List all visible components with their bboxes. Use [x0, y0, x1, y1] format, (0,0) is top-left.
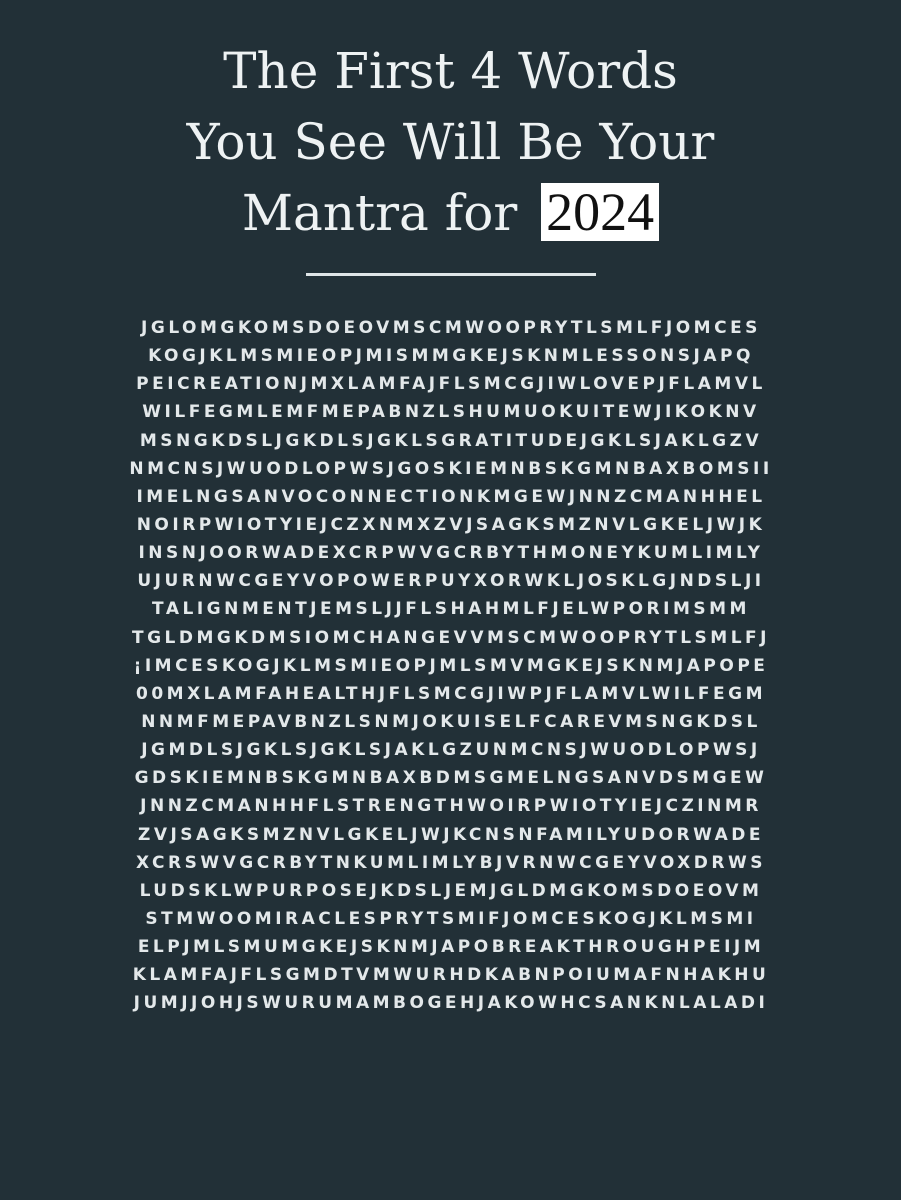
letter-row-15: NNMFMEPAVBNZLSNMJOKUISELFCAREVMSNGKDSL — [141, 711, 761, 732]
title-divider — [306, 273, 596, 276]
letter-row-13: ¡IMCESKOGJKLMSMIEOPJMLSMVMGKEJSKNMJAPOPE — [133, 655, 769, 676]
letter-row-20: XCRSWVGCRBYTNKUMLIMLYBJVRNWCGEYVOXDRWS — [136, 852, 766, 873]
letter-row-2: KOGJKLMSMIEOPJMISMMGKEJSKNMLESSONSJAPQ — [148, 346, 754, 367]
poster-title — [0, 36, 901, 249]
title-line-3 — [0, 178, 901, 249]
title-line-3-prefix: Mantra for — [241, 184, 518, 242]
title-line-2: You See Will Be Your — [186, 113, 715, 171]
letter-row-8: NOIRPWIOTYIEJCZXNMXZVJSAGKSMZNVLGKELJWJK — [136, 514, 766, 535]
title-line-1: The First 4 Words — [223, 42, 678, 100]
letter-row-25: JUMJJOHJSWURUMAMBOGEHJAKOWHCSANKNLALADI — [133, 993, 769, 1014]
letter-row-5: MSNGKDSLJGKDLSJGKLSGRATITUDEJGKLSJAKLGZV — [139, 430, 763, 451]
letter-row-21: LUDSKLWPURPOSEJKDSLJEMJGLDMGKOMSDOEOVM — [139, 880, 763, 901]
letter-row-18: JNNZCMANHHFLSTRENGTHWOIRPWIOTYIEJCZINMR — [140, 796, 762, 817]
letter-row-9: INSNJOORWADEXCRPWVGCRBYTHMONEYKUMLIMLY — [138, 543, 764, 564]
letter-row-7: IMELNGSANVOCONNECTIONKMGEWJNNZCMANHHEL — [136, 486, 766, 507]
letter-row-1: JGLOMGKOMSDOEOVMSCMWOOPRYTLSMLFJOMCES — [141, 318, 761, 338]
letter-row-22: STMWOOMIRACLESPRYTSMIFJOMCESKOGJKLMSMI — [145, 908, 757, 929]
letter-row-10: UJURNWCGEYVOPOWERPUYXORWKLJOSKLGJNDSLJI — [137, 571, 765, 592]
letter-grid — [45, 314, 857, 1018]
letter-row-19: ZVJSAGKSMZNVLGKELJWJKCNSNFAMILYUDORWADE — [138, 824, 764, 845]
letter-row-6: NMCNSJWUODLOPWSJGOSKIEMNBSKGMNBAXBOMSII — [129, 458, 773, 479]
letter-row-16: JGMDLSJGKLSJGKLSJAKLGZUNMCNSJWUODLOPWSJ — [141, 740, 761, 761]
letter-row-4: WILFEGMLEMFMEPABNZLSHUMUOKUITEWJIKOKNV — [142, 402, 760, 423]
letter-row-24: KLAMFAJFLSGMDTVMWURHDKABNPOIUMAFNHAKHU — [132, 965, 770, 986]
letter-row-3: PEICREATIONJMXLAMFAJFLSMCGJIWLOVEPJFLAMVL — [136, 374, 766, 395]
letter-row-12: TGLDMGKDMSIOMCHANGEVVMSCMWOOPRYTLSMLFJ — [132, 627, 770, 648]
letter-row-17: GDSKIEMNBSKGMNBAXBDMSGMELNGSANVDSMGEW — [134, 768, 768, 789]
letter-row-11: TALIGNMENTJEMSLJJFLSHAHMLFJELWPORIMSMM — [152, 599, 750, 620]
letter-row-23: ELPJMLSMUMGKEJSKNMJAPOBREAKTHROUGHPEIJM — [137, 937, 765, 958]
year-label: 2024 — [541, 183, 659, 241]
letter-row-14: 00MXLAMFAHEALTHJFLSMCGJIWPJFLAMVLWILFEGM — [136, 683, 766, 704]
